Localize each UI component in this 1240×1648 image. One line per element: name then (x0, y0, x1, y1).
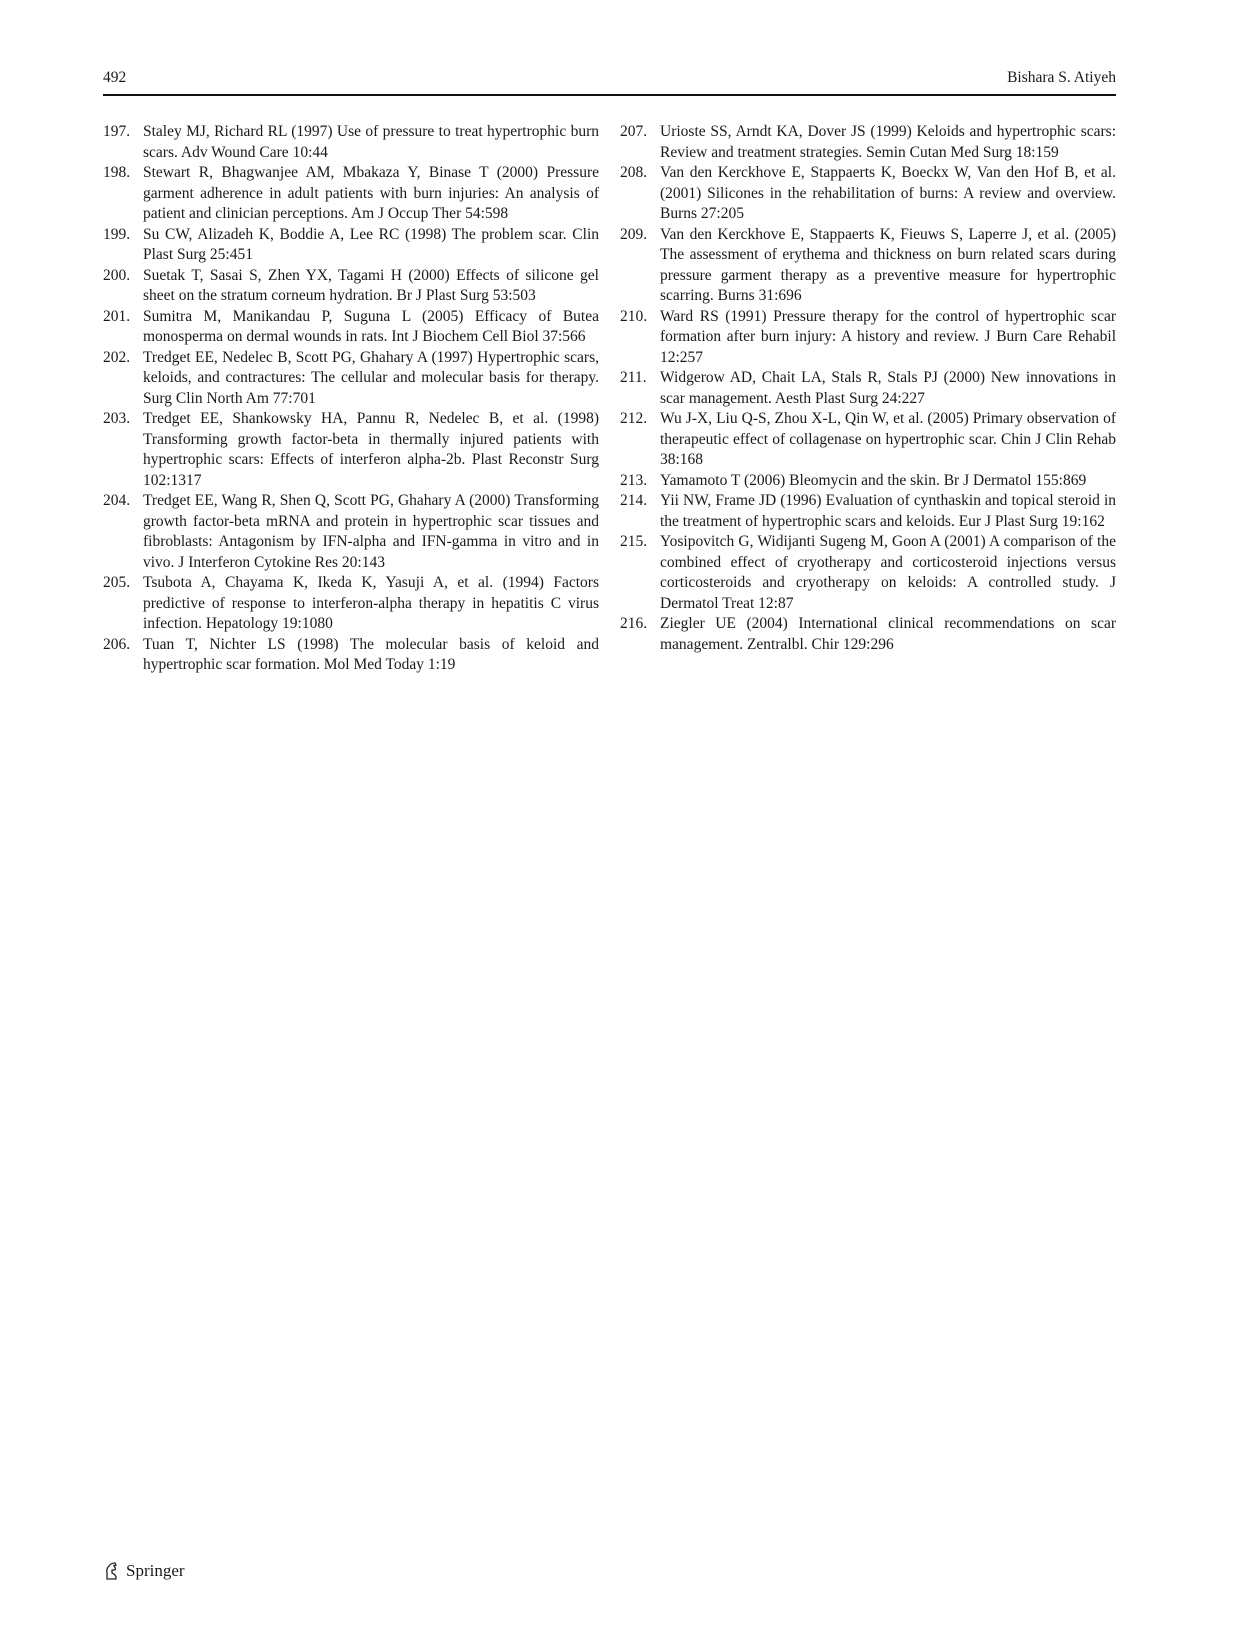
reference-item (620, 163, 1116, 225)
reference-item (103, 635, 599, 676)
page-header (103, 64, 1116, 96)
reference-item (103, 573, 599, 635)
reference-text: Su CW, Alizadeh K, Boddie A, Lee RC (1998) The problem scar. Clin Plast Surg 25:451 (143, 225, 599, 263)
reference-item (103, 266, 599, 307)
reference-number: 209. (620, 225, 648, 243)
reference-text: Wu J-X, Liu Q-S, Zhou X-L, Qin W, et al. (2005) Primary observation of therapeutic effect of collagenase on hypertrophic scar. Chin J Clin Rehab 38:168 (660, 410, 1116, 468)
reference-item (103, 491, 599, 573)
reference-text: Van den Kerckhove E, Stappaerts K, Fieuws S, Laperre J, et al. (2005) The assessment of erythema and thickness on burn related scars during pressure garment therapy as a preventive measure for hypertrophic scarring. Burns 31:696 (660, 225, 1116, 304)
reference-number: 215. (620, 533, 648, 550)
reference-text: Tredget EE, Shankowsky HA, Pannu R, Nedelec B, et al. (1998) Transforming growth factor-beta in thermally injured patients with hypertrophic scars: Effects of interferon alpha-2b. Plast Reconstr Surg 102:1317 (143, 410, 599, 489)
reference-text: Widgerow AD, Chait LA, Stals R, Stals PJ (2000) New innovations in scar management. Aesth Plast Surg 24:227 (660, 369, 1116, 407)
reference-number: 212. (620, 410, 648, 427)
reference-text: Tuan T, Nichter LS (1998) The molecular basis of keloid and hypertrophic scar formation. Mol Med Today 1:19 (143, 635, 599, 673)
reference-text: Tsubota A, Chayama K, Ikeda K, Yasuji A, et al. (1994) Factors predictive of response to interferon-alpha therapy in hepatitis C virus infection. Hepatology 19:1080 (143, 574, 599, 632)
page-number: 492 (103, 69, 127, 86)
springer-horse-icon (103, 1561, 121, 1581)
reference-number: 197. (103, 123, 131, 140)
reference-number: 216. (620, 615, 648, 632)
reference-item (620, 122, 1116, 163)
reference-item (620, 307, 1116, 369)
publisher-logo (103, 1560, 185, 1582)
reference-text: Suetak T, Sasai S, Zhen YX, Tagami H (2000) Effects of silicone gel sheet on the stratum corneum hydration. Br J Plast Surg 53:503 (143, 266, 599, 304)
reference-item (620, 491, 1116, 532)
reference-item (620, 471, 1116, 492)
reference-text: Staley MJ, Richard RL (1997) Use of pressure to treat hypertrophic burn scars. Adv Wound Care 10:44 (143, 123, 599, 161)
reference-item (620, 225, 1116, 307)
reference-number: 201. (103, 307, 131, 325)
reference-text: Urioste SS, Arndt KA, Dover JS (1999) Keloids and hypertrophic scars: Review and treatment strategies. Semin Cutan Med Surg 18:159 (660, 123, 1116, 161)
reference-item (103, 163, 599, 225)
reference-item (103, 225, 599, 266)
reference-number: 200. (103, 266, 131, 284)
reference-item (103, 409, 599, 491)
reference-number: 202. (103, 348, 131, 366)
reference-number: 208. (620, 164, 648, 181)
reference-text: Ward RS (1991) Pressure therapy for the control of hypertrophic scar formation after burn injury: A history and review. J Burn Care Rehabil 12:257 (660, 307, 1116, 366)
reference-item (620, 368, 1116, 409)
reference-number: 207. (620, 123, 648, 140)
reference-list-left (103, 122, 599, 676)
running-author: Bishara S. Atiyeh (1007, 69, 1116, 86)
reference-number: 203. (103, 410, 131, 427)
reference-number: 213. (620, 471, 648, 489)
reference-text: Yosipovitch G, Widijanti Sugeng M, Goon A (2001) A comparison of the combined effect of cryotherapy and corticosteroid injections versus corticosteroids and cryotherapy on keloids: A controlled study. J Dermatol Treat 12:87 (660, 533, 1116, 612)
reference-number: 205. (103, 574, 131, 591)
reference-text: Tredget EE, Wang R, Shen Q, Scott PG, Ghahary A (2000) Transforming growth factor-beta mRNA and protein in hypertrophic scar tissues and fibroblasts: Antagonism by IFN-alpha and IFN-gamma in vitro and in vivo. J Interferon Cytokine Res 20:143 (143, 492, 599, 571)
reference-text: Sumitra M, Manikandau P, Suguna L (2005) Efficacy of Butea monosperma on dermal wounds in rats. Int J Biochem Cell Biol 37:566 (143, 307, 599, 345)
reference-number: 198. (103, 164, 131, 181)
reference-item (620, 409, 1116, 471)
reference-item (103, 307, 599, 348)
reference-item (620, 614, 1116, 655)
reference-item (103, 348, 599, 410)
reference-number: 199. (103, 225, 131, 243)
reference-text: Stewart R, Bhagwanjee AM, Mbakaza Y, Binase T (2000) Pressure garment adherence in adult patients with burn injuries: An analysis of patient and clinician perceptions. Am J Occup Ther 54:598 (143, 164, 599, 222)
reference-text: Tredget EE, Nedelec B, Scott PG, Ghahary A (1997) Hypertrophic scars, keloids, and contractures: The cellular and molecular basis for therapy. Surg Clin North Am 77:701 (143, 348, 599, 407)
reference-number: 214. (620, 492, 648, 509)
reference-item (103, 122, 599, 163)
reference-text: Ziegler UE (2004) International clinical recommendations on scar management. Zentralbl. Chir 129:296 (660, 615, 1116, 653)
reference-text: Yamamoto T (2006) Bleomycin and the skin. Br J Dermatol 155:869 (660, 471, 1087, 489)
reference-number: 211. (620, 369, 647, 386)
reference-number: 210. (620, 307, 648, 325)
publisher-name: Springer (126, 1561, 185, 1580)
reference-text: Van den Kerckhove E, Stappaerts K, Boeckx W, Van den Hof B, et al. (2001) Silicones in the rehabilitation of burns: A review and overview. Burns 27:205 (660, 164, 1116, 222)
reference-item (620, 532, 1116, 614)
reference-number: 204. (103, 492, 131, 509)
reference-text: Yii NW, Frame JD (1996) Evaluation of cynthaskin and topical steroid in the treatment of hypertrophic scars and keloids. Eur J Plast Surg 19:162 (660, 492, 1116, 530)
reference-number: 206. (103, 635, 131, 653)
reference-list-right (620, 122, 1116, 655)
